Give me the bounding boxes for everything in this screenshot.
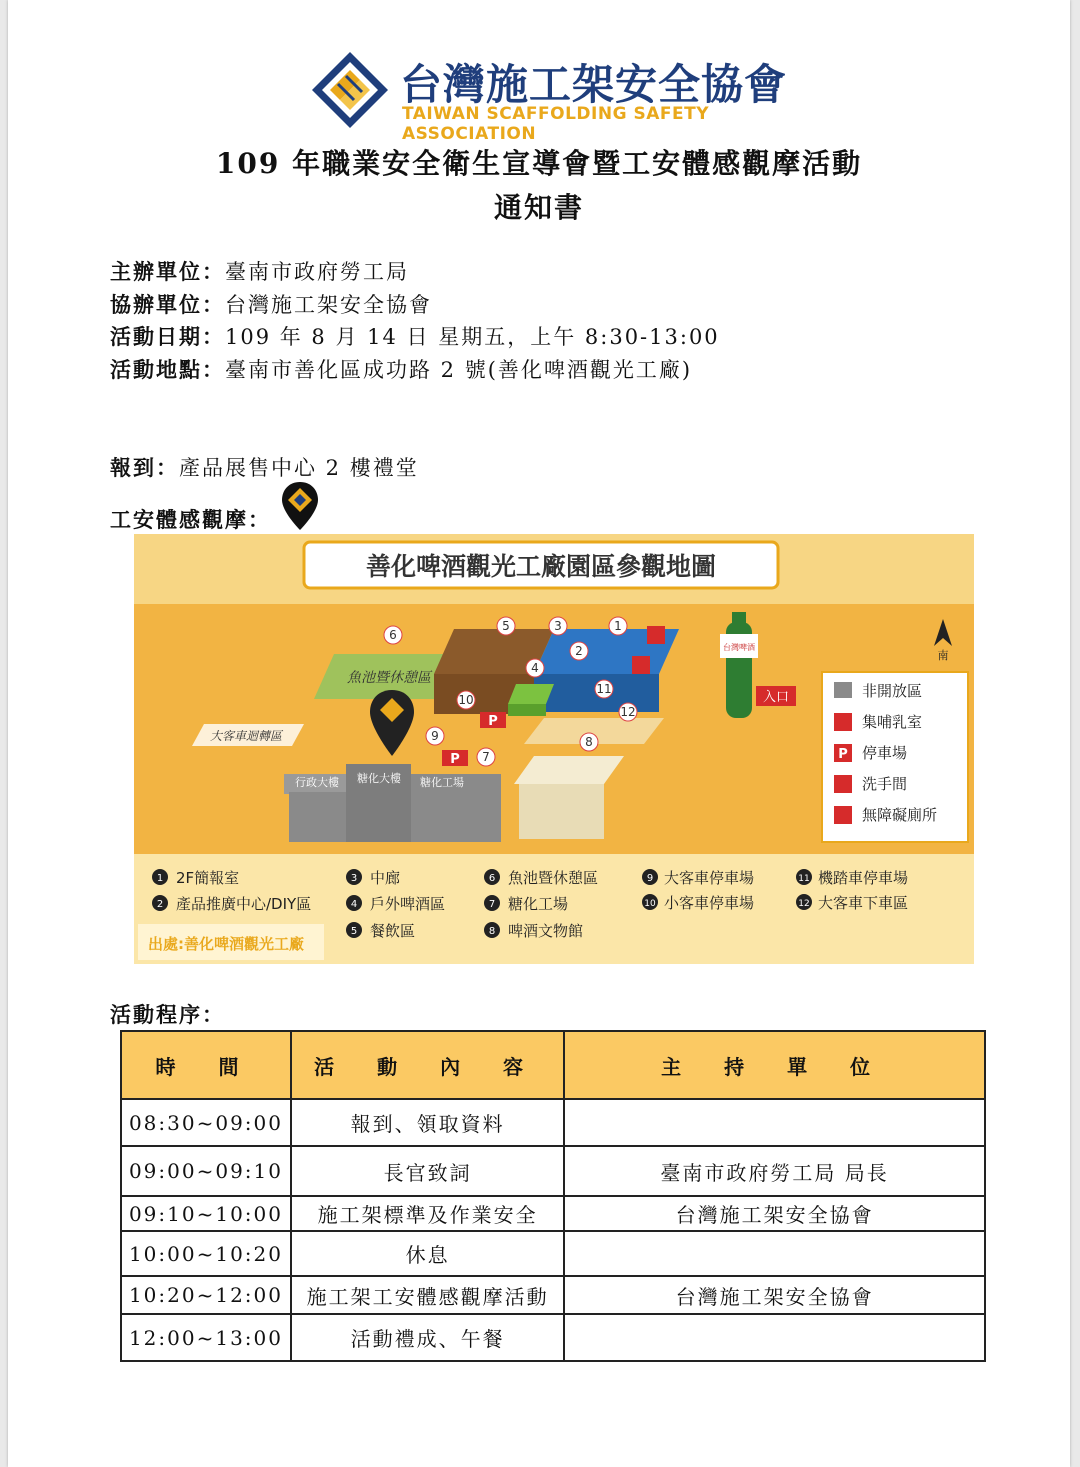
svg-text:P: P xyxy=(488,714,498,729)
schedule-label xyxy=(110,999,225,1029)
svg-text:1: 1 xyxy=(156,873,164,884)
key-item: 糖化工場 xyxy=(508,895,569,913)
cell-activity: 施工架工安體感觀摩活動 xyxy=(291,1276,564,1314)
cell-host: 台灣施工架安全協會 xyxy=(564,1276,985,1314)
cell-activity: 長官致詞 xyxy=(291,1146,564,1196)
table-row xyxy=(121,1276,985,1314)
svg-text:10: 10 xyxy=(458,693,474,707)
legend-item: 無障礙廁所 xyxy=(862,806,938,824)
cell-activity: 活動禮成、午餐 xyxy=(291,1314,564,1361)
svg-text:5: 5 xyxy=(502,619,510,633)
header-time: 時 間 xyxy=(121,1031,291,1099)
info-co-organizer xyxy=(110,289,432,319)
info-label: 主辦單位： xyxy=(110,259,225,284)
key-item: 啤酒文物館 xyxy=(508,922,584,940)
map-source: 出處:善化啤酒觀光工廠 xyxy=(148,935,304,953)
museum-building xyxy=(519,784,604,839)
svg-text:6: 6 xyxy=(488,873,496,884)
svg-text:6: 6 xyxy=(389,628,397,642)
svg-text:7: 7 xyxy=(488,899,496,910)
cell-time: 10:20~12:00 xyxy=(121,1276,291,1314)
bus-turn-label: 大客車迴轉區 xyxy=(209,729,283,743)
svg-text:5: 5 xyxy=(350,926,358,937)
info-label: 協辦單位： xyxy=(110,292,225,317)
table-row xyxy=(121,1099,985,1146)
sugar-bldg-label: 糖化大樓 xyxy=(357,772,401,785)
legend-item: 洗手間 xyxy=(862,775,908,793)
svg-text:P: P xyxy=(450,752,460,767)
key-item: 大客車停車場 xyxy=(664,869,755,887)
cell-host: 臺南市政府勞工局 局長 xyxy=(564,1146,985,1196)
legend-item: 集哺乳室 xyxy=(862,713,923,731)
entrance-label: 入口 xyxy=(762,690,790,705)
cell-host xyxy=(564,1099,985,1146)
cell-time: 09:10~10:00 xyxy=(121,1196,291,1231)
schedule-table xyxy=(120,1030,986,1362)
bottle-label: 台灣啤酒 xyxy=(723,643,755,652)
cell-host xyxy=(564,1314,985,1361)
info-value: 109 年 8 月 14 日 星期五，上午 8:30-13:00 xyxy=(225,325,720,349)
map-pin-logo-icon xyxy=(280,480,320,532)
key-item: 小客車停車場 xyxy=(664,894,755,912)
info-label: 活動日期： xyxy=(110,324,225,349)
key-item: 魚池暨休憩區 xyxy=(508,869,599,887)
legend-item: 非開放區 xyxy=(862,682,923,700)
svg-text:3: 3 xyxy=(350,873,358,884)
park-map xyxy=(134,534,974,964)
info-value: 台灣施工架安全協會 xyxy=(225,293,432,317)
cell-time: 12:00~13:00 xyxy=(121,1314,291,1361)
table-row xyxy=(121,1196,985,1231)
info-checkin xyxy=(110,452,419,482)
schedule-label-text: 活動程序： xyxy=(110,1002,225,1027)
key-item: 大客車下車區 xyxy=(818,894,909,912)
svg-text:12: 12 xyxy=(620,705,636,719)
svg-text:2: 2 xyxy=(575,644,583,658)
svg-text:P: P xyxy=(838,747,848,762)
svg-text:10: 10 xyxy=(644,899,656,909)
svg-text:12: 12 xyxy=(798,899,810,909)
cell-time: 10:00~10:20 xyxy=(121,1231,291,1276)
info-label: 報到： xyxy=(110,455,179,480)
svg-text:1: 1 xyxy=(614,619,622,633)
svg-text:9: 9 xyxy=(431,729,439,743)
key-item: 2F簡報室 xyxy=(176,869,240,887)
svg-text:11: 11 xyxy=(798,874,810,884)
header-activity: 活 動 內 容 xyxy=(291,1031,564,1099)
svg-text:4: 4 xyxy=(350,899,358,910)
info-venue xyxy=(110,354,692,384)
header-host: 主 持 單 位 xyxy=(564,1031,985,1099)
info-label: 活動地點： xyxy=(110,357,225,382)
cell-activity: 報到、領取資料 xyxy=(291,1099,564,1146)
accessible-icon xyxy=(647,626,665,644)
info-organizer xyxy=(110,256,409,286)
key-item: 機踏車停車場 xyxy=(818,869,909,887)
table-row xyxy=(121,1231,985,1276)
sugar-plant-label: 糖化工場 xyxy=(420,776,464,789)
tour-label-text: 工安體感觀摩： xyxy=(110,507,271,532)
cell-host: 台灣施工架安全協會 xyxy=(564,1196,985,1231)
svg-text:2: 2 xyxy=(156,899,164,910)
association-logo xyxy=(308,48,808,144)
svg-text:3: 3 xyxy=(554,619,562,633)
svg-text:8: 8 xyxy=(488,926,496,937)
logo-name-cn: 台灣施工架安全協會 xyxy=(400,60,788,109)
admin-building xyxy=(289,792,346,842)
table-row xyxy=(121,1314,985,1361)
document-title: 109 年職業安全衛生宣導會暨工安體感觀摩活動 xyxy=(215,147,863,180)
cell-time: 08:30~09:00 xyxy=(121,1099,291,1146)
key-item: 餐飲區 xyxy=(370,922,416,940)
key-item: 戶外啤酒區 xyxy=(370,895,446,913)
compass-label: 南 xyxy=(937,649,949,662)
key-item: 產品推廣中心/DIY區 xyxy=(176,895,312,913)
info-value: 產品展售中心 2 樓禮堂 xyxy=(179,456,419,480)
svg-text:8: 8 xyxy=(585,735,593,749)
cell-activity: 休息 xyxy=(291,1231,564,1276)
svg-text:7: 7 xyxy=(482,750,490,764)
cell-activity: 施工架標準及作業安全 xyxy=(291,1196,564,1231)
info-value: 臺南市善化區成功路 2 號(善化啤酒觀光工廠) xyxy=(225,358,693,382)
svg-text:11: 11 xyxy=(596,682,612,696)
svg-text:9: 9 xyxy=(646,873,654,884)
handshake-logo-icon xyxy=(308,48,392,132)
document-subtitle: 通知書 xyxy=(493,191,584,224)
table-row xyxy=(121,1146,985,1196)
cell-time: 09:00~09:10 xyxy=(121,1146,291,1196)
fishpond-label: 魚池暨休憩區 xyxy=(347,670,431,686)
svg-text:4: 4 xyxy=(531,661,539,675)
key-item: 中廊 xyxy=(370,869,401,887)
document-page xyxy=(8,0,1070,1467)
tour-label xyxy=(110,504,271,534)
restroom-icon xyxy=(632,656,650,674)
info-date xyxy=(110,321,720,351)
legend-item: 停車場 xyxy=(862,744,908,762)
cell-host xyxy=(564,1231,985,1276)
info-value: 臺南市政府勞工局 xyxy=(225,260,409,284)
logo-name-en: TAIWAN SCAFFOLDING SAFETY ASSOCIATION xyxy=(402,104,710,144)
admin-label: 行政大樓 xyxy=(295,776,339,789)
map-title: 善化啤酒觀光工廠園區參觀地圖 xyxy=(365,552,717,581)
table-header-row xyxy=(121,1031,985,1099)
